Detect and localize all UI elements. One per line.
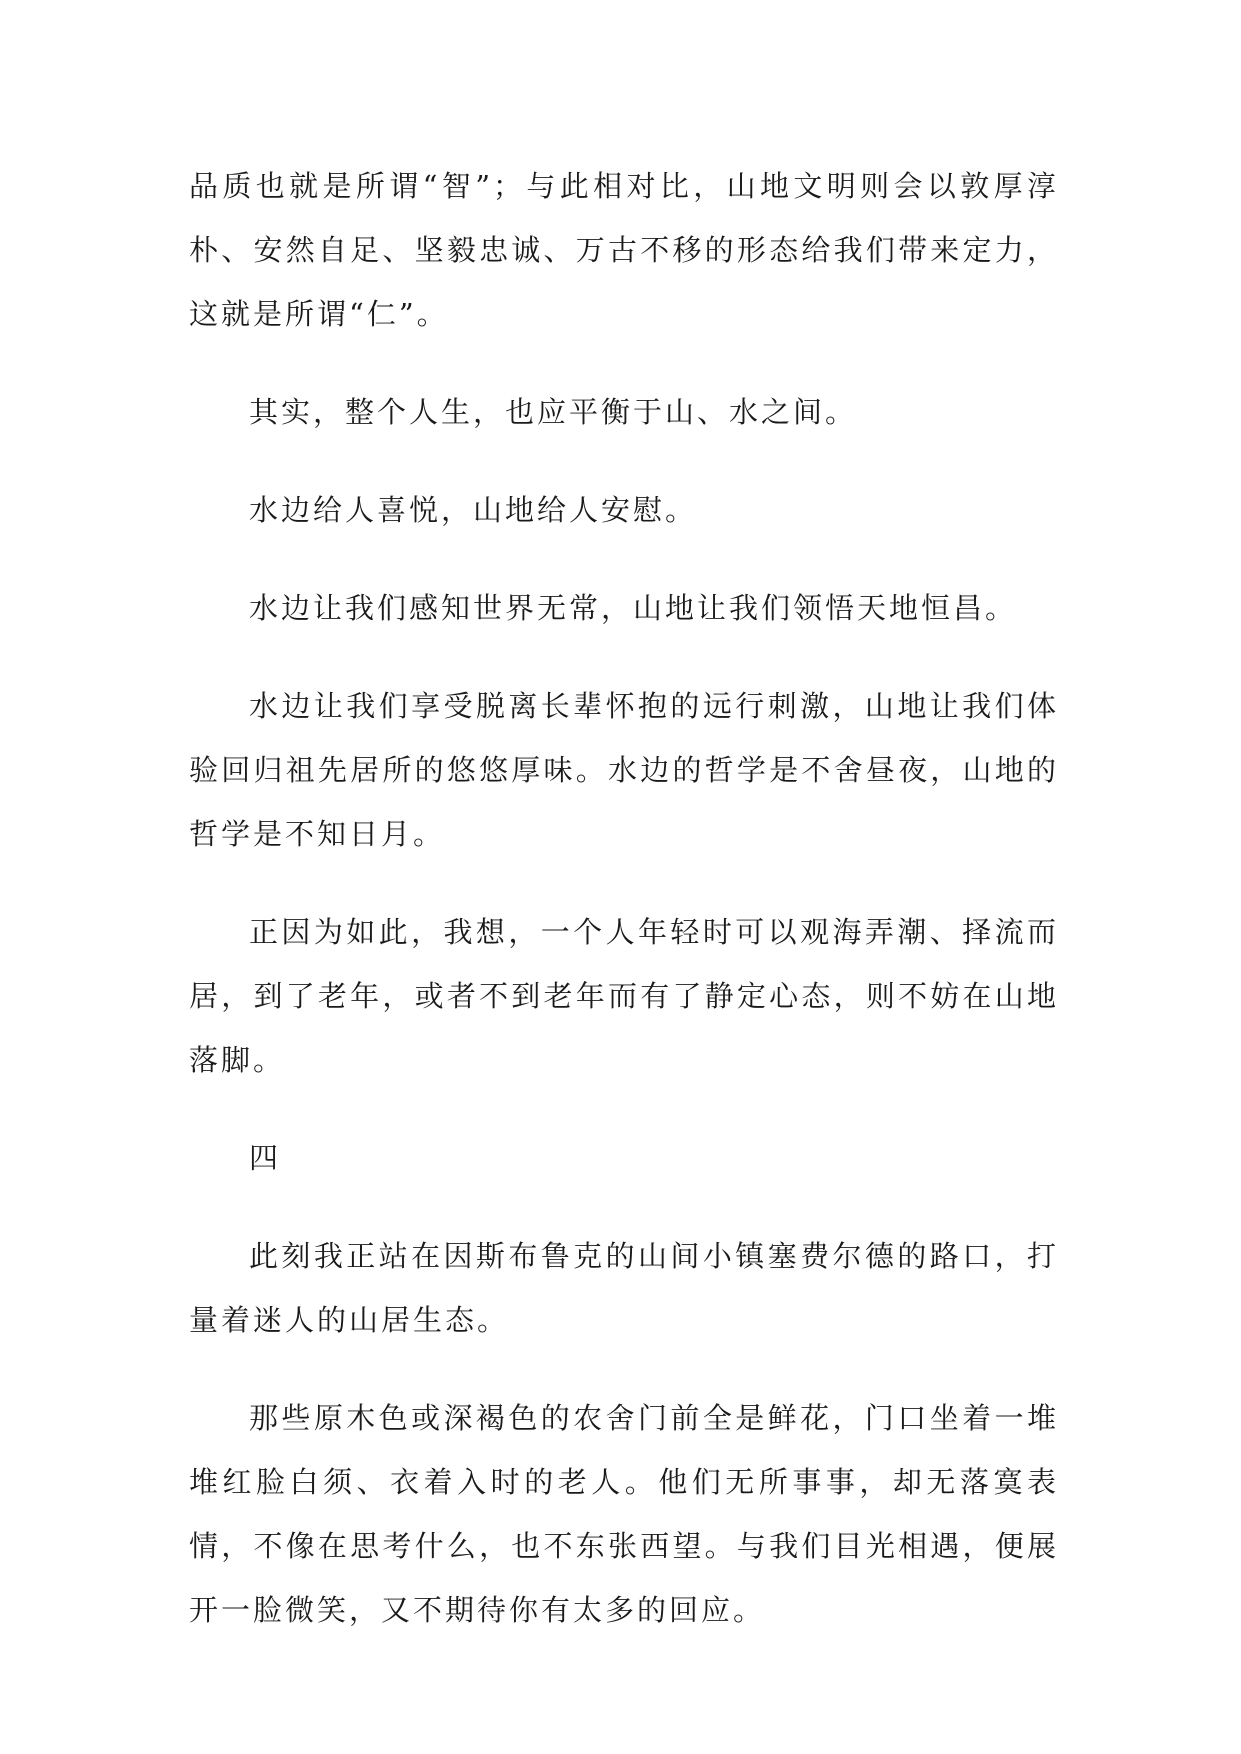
paragraph: 正因为如此，我想，一个人年轻时可以观海弄潮、择流而居，到了老年，或者不到老年而有了静定心态，则不妨在山地落脚。 (189, 915, 1059, 1077)
body-text (189, 154, 1059, 1676)
paragraph: 水边给人喜悦，山地给人安慰。 (249, 493, 698, 527)
section-heading: 四 (249, 1141, 282, 1175)
paragraph: 其实，整个人生，也应平衡于山、水之间。 (249, 395, 858, 429)
paragraph: 水边让我们享受脱离长辈怀抱的远行刺激，山地让我们体验回归祖先居所的悠悠厚味。水边的哲学是不舍昼夜，山地的哲学是不知日月。 (189, 689, 1059, 851)
paragraph: 水边让我们感知世界无常，山地让我们领悟天地恒昌。 (249, 591, 1018, 625)
paragraph: 那些原木色或深褐色的农舍门前全是鲜花，门口坐着一堆堆红脸白须、衣着入时的老人。他们无所事事，却无落寞表情，不像在思考什么，也不东张西望。与我们目光相遇，便展开一脸微笑，又不期待你有太多的回应。 (189, 1401, 1059, 1627)
paragraph-continued: 品质也就是所谓“智”；与此相对比，山地文明则会以敦厚淳朴、安然自足、坚毅忠诚、万古不移的形态给我们带来定力，这就是所谓“仁”。 (189, 169, 1059, 331)
paragraph: 此刻我正站在因斯布鲁克的山间小镇塞费尔德的路口，打量着迷人的山居生态。 (189, 1239, 1059, 1337)
